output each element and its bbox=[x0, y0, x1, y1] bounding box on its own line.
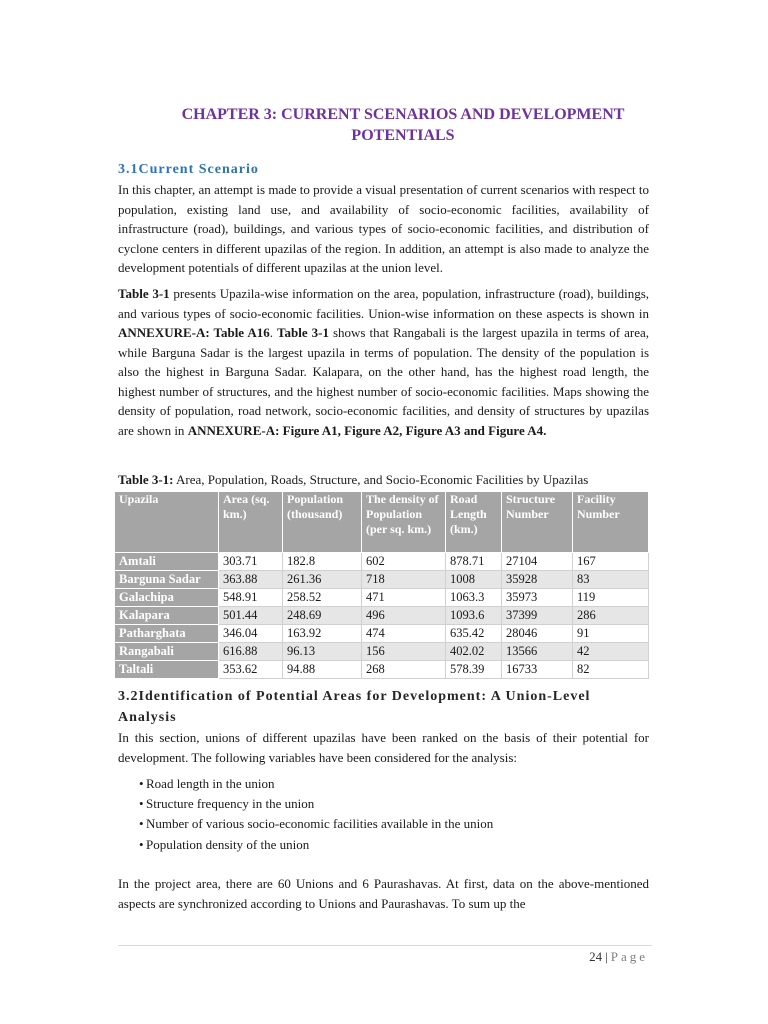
cell-road-length: 402.02 bbox=[446, 643, 502, 661]
chapter-title bbox=[118, 104, 688, 146]
table-ref-1: Table 3-1 bbox=[118, 286, 170, 301]
cell-area: 501.44 bbox=[219, 607, 283, 625]
list-item bbox=[140, 774, 640, 794]
cell-density: 471 bbox=[362, 589, 446, 607]
cell-density: 474 bbox=[362, 625, 446, 643]
cell-structure-number: 13566 bbox=[502, 643, 573, 661]
cell-population: 163.92 bbox=[283, 625, 362, 643]
cell-facility-number: 167 bbox=[573, 553, 649, 571]
cell-area: 548.91 bbox=[219, 589, 283, 607]
header-upazila: Upazila bbox=[115, 492, 219, 553]
project-area-paragraph: In the project area, there are 60 Unions and 6 Paurashavas. At first, data on the above-mentioned aspects are synchronized according to Unions and Paurashavas. To sum up the bbox=[118, 876, 649, 911]
header-area: Area (sq. km.) bbox=[219, 492, 283, 553]
cell-density: 156 bbox=[362, 643, 446, 661]
list-item bbox=[140, 814, 640, 834]
table-summary-paragraph bbox=[118, 284, 649, 440]
table-caption-label: Table 3-1: bbox=[118, 472, 174, 487]
cell-facility-number: 42 bbox=[573, 643, 649, 661]
table-row bbox=[115, 625, 649, 643]
cell-upazila: Kalapara bbox=[115, 607, 219, 625]
cell-facility-number: 119 bbox=[573, 589, 649, 607]
table-row bbox=[115, 553, 649, 571]
upazila-table bbox=[114, 491, 649, 679]
cell-area: 363.88 bbox=[219, 571, 283, 589]
cell-area: 353.62 bbox=[219, 661, 283, 679]
cell-area: 616.88 bbox=[219, 643, 283, 661]
page-footer bbox=[589, 948, 648, 966]
list-item-text: Road length in the union bbox=[146, 776, 275, 791]
section-heading-3-2 bbox=[118, 686, 658, 728]
cell-density: 718 bbox=[362, 571, 446, 589]
cell-population: 96.13 bbox=[283, 643, 362, 661]
table-row bbox=[115, 571, 649, 589]
page-separator: | bbox=[605, 949, 608, 964]
table-row bbox=[115, 643, 649, 661]
cell-area: 346.04 bbox=[219, 625, 283, 643]
cell-structure-number: 16733 bbox=[502, 661, 573, 679]
header-population: Population (thousand) bbox=[283, 492, 362, 553]
header-facility-number: Facility Number bbox=[573, 492, 649, 553]
bullet-icon: • bbox=[139, 816, 144, 832]
cell-population: 248.69 bbox=[283, 607, 362, 625]
cell-road-length: 878.71 bbox=[446, 553, 502, 571]
cell-facility-number: 83 bbox=[573, 571, 649, 589]
cell-road-length: 1063.3 bbox=[446, 589, 502, 607]
page-number: 24 bbox=[589, 949, 603, 964]
cell-road-length: 635.42 bbox=[446, 625, 502, 643]
table-header-row bbox=[115, 492, 649, 553]
header-density: The density of Population (per sq. km.) bbox=[362, 492, 446, 553]
para2-text-1: presents Upazila-wise information on the area, population, infrastructure (road), buildings, and various types of socio-economic facilities. Union-wise information on these aspects is shown in bbox=[118, 286, 649, 321]
bullet-icon: • bbox=[139, 776, 144, 791]
table-ref-2: Table 3-1 bbox=[277, 325, 329, 340]
cell-facility-number: 82 bbox=[573, 661, 649, 679]
list-item bbox=[140, 794, 640, 814]
table-row bbox=[115, 607, 649, 625]
section-3-2-paragraph: In this section, unions of different upazilas have been ranked on the basis of their potential for development. The following variables have been considered for the analysis: bbox=[118, 730, 649, 765]
cell-structure-number: 27104 bbox=[502, 553, 573, 571]
cell-structure-number: 28046 bbox=[502, 625, 573, 643]
table-row bbox=[115, 589, 649, 607]
cell-upazila: Barguna Sadar bbox=[115, 571, 219, 589]
header-road-length: Road Length (km.) bbox=[446, 492, 502, 553]
cell-population: 182.8 bbox=[283, 553, 362, 571]
table-caption bbox=[118, 471, 658, 489]
list-item-text: Number of various socio-economic facilities available in the union bbox=[146, 816, 494, 832]
section-heading-3-1: 3.1Current Scenario bbox=[118, 162, 259, 177]
cell-structure-number: 35973 bbox=[502, 589, 573, 607]
annexure-figure-ref: ANNEXURE-A: Figure A1, Figure A2, Figure A3 and Figure A4. bbox=[187, 422, 547, 438]
chapter-title-line-1: CHAPTER 3: CURRENT SCENARIOS AND DEVELOPMENT bbox=[181, 106, 625, 123]
chapter-title-line-2: POTENTIALS bbox=[351, 127, 455, 144]
footer-divider bbox=[118, 945, 652, 946]
cell-facility-number: 286 bbox=[573, 607, 649, 625]
cell-upazila: Taltali bbox=[115, 661, 219, 679]
list-item bbox=[140, 835, 640, 855]
table-caption-text: Area, Population, Roads, Structure, and Socio-Economic Facilities by Upazilas bbox=[173, 472, 589, 487]
page-label: Page bbox=[610, 949, 648, 964]
annexure-table-ref: ANNEXURE-A: Table A16 bbox=[118, 325, 270, 340]
cell-upazila: Rangabali bbox=[115, 643, 219, 661]
cell-population: 94.88 bbox=[283, 661, 362, 679]
bullet-icon: • bbox=[139, 836, 144, 852]
cell-population: 261.36 bbox=[283, 571, 362, 589]
para2-text-3: shows that Rangabali is the largest upazila in terms of area, while Barguna Sadar is the largest upazila in terms of population. The density of the population is also the highest in Barguna Sadar. Kalapara, on the other hand, has the highest road length, the highest number of structures, and the highest number of socio-economic facilities. Maps showing the density of population, road network, socio-economic facilities, and density of structures by upazilas are shown in bbox=[118, 325, 650, 438]
header-structure-number: Structure Number bbox=[502, 492, 573, 553]
variables-list bbox=[140, 774, 640, 855]
intro-paragraph: In this chapter, an attempt is made to provide a visual presentation of current scenarios with respect to population, existing land use, and availability of socio-economic facilities, availability of infrastructure (road), buildings, and various types of socio-economic facilities, and distribution of cyclone centers in different upazilas of the region. In addition, an attempt is also made to analyze the development potentials of different upazilas at the union level. bbox=[118, 182, 649, 275]
cell-upazila: Amtali bbox=[115, 553, 219, 571]
cell-road-length: 1093.6 bbox=[446, 607, 502, 625]
cell-area: 303.71 bbox=[219, 553, 283, 571]
table-row bbox=[115, 661, 649, 679]
cell-density: 602 bbox=[362, 553, 446, 571]
cell-population: 258.52 bbox=[283, 589, 362, 607]
cell-density: 268 bbox=[362, 661, 446, 679]
section-heading-3-2-line-1: 3.2Identification of Potential Areas for Development: A Union-Level bbox=[118, 689, 591, 704]
list-item-text: Structure frequency in the union bbox=[146, 796, 315, 812]
cell-road-length: 1008 bbox=[446, 571, 502, 589]
cell-density: 496 bbox=[362, 607, 446, 625]
cell-upazila: Galachipa bbox=[115, 589, 219, 607]
cell-structure-number: 35928 bbox=[502, 571, 573, 589]
bullet-icon: • bbox=[139, 796, 144, 812]
cell-facility-number: 91 bbox=[573, 625, 649, 643]
cell-road-length: 578.39 bbox=[446, 661, 502, 679]
list-item-text: Population density of the union bbox=[146, 836, 310, 852]
cell-upazila: Patharghata bbox=[115, 625, 219, 643]
cell-structure-number: 37399 bbox=[502, 607, 573, 625]
section-heading-3-2-line-2: Analysis bbox=[118, 710, 177, 725]
para2-text-2: . bbox=[269, 325, 278, 340]
